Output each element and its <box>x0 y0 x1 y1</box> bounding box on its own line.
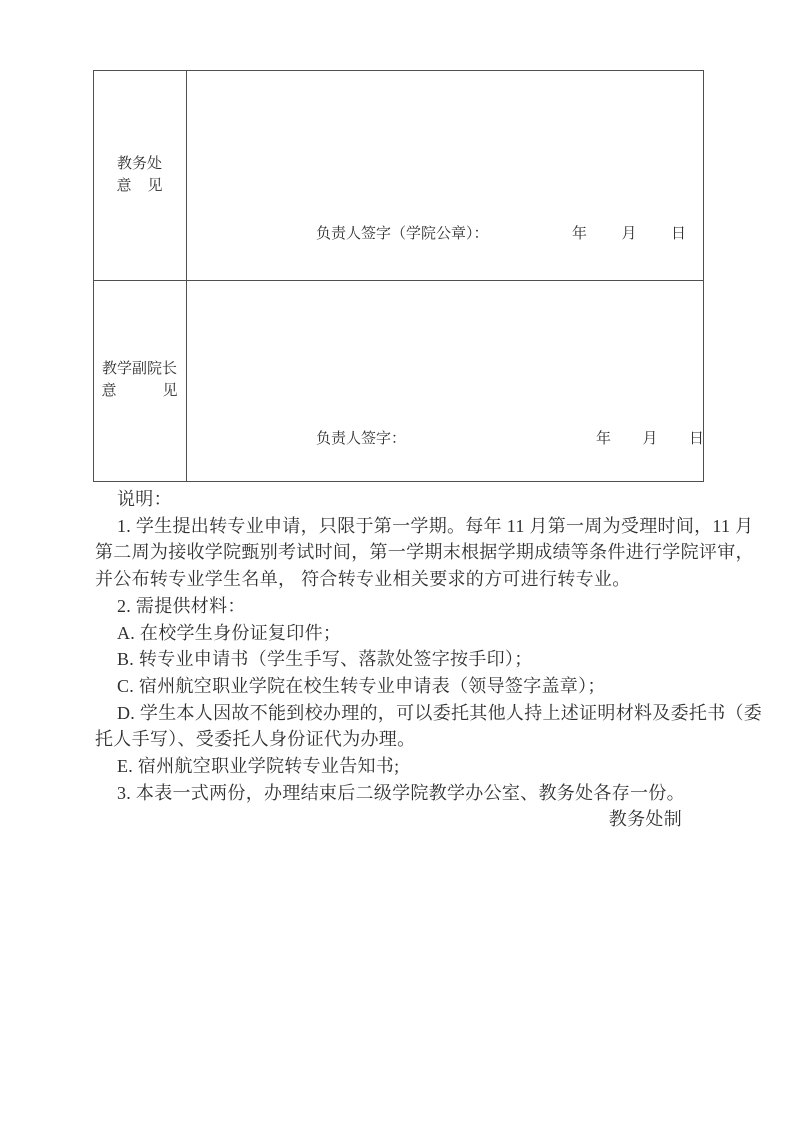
label-line2-left: 意 <box>116 178 132 194</box>
date-fields-row1 <box>572 222 686 243</box>
label-block <box>117 153 163 197</box>
table-row-divider <box>94 280 703 281</box>
month-label: 月 <box>642 431 658 447</box>
label-line2-right: 见 <box>147 178 163 194</box>
label-line1: 教学副院长 <box>101 361 177 377</box>
label-block <box>102 358 178 402</box>
note-line-2c: C. 宿州航空职业学院在校生转专业申请表（领导签字盖章）； <box>117 675 606 696</box>
table-column-divider <box>186 71 187 481</box>
label-line2-left: 意 <box>101 383 117 399</box>
signature-label-row1: 负责人签字（学院公章）： <box>316 226 489 242</box>
cell-vice-dean-opinion-label <box>94 280 185 480</box>
note-line-2d-wrap: 托人手写）、受委托人身份证代为办理。 <box>95 729 416 750</box>
day-label: 日 <box>670 226 686 242</box>
month-label: 月 <box>621 226 637 242</box>
note-line-2: 2. 需提供材料： <box>117 595 246 616</box>
label-line1: 教务处 <box>116 156 162 172</box>
label-line2-right: 见 <box>162 383 178 399</box>
year-label: 年 <box>572 226 588 242</box>
date-fields-row2 <box>596 427 704 448</box>
note-line-3: 3. 本表一式两份，办理结束后二级学院教学办公室、教务处各存一份。 <box>117 782 685 803</box>
cell-jiaowuchu-opinion-label <box>94 71 185 279</box>
year-label: 年 <box>596 431 612 447</box>
signature-label-row2: 负责人签字： <box>316 431 407 447</box>
note-line-1a: 1. 学生提出转专业申请，只限于第一学期。每年 11 月第一周为受理时间，11 月 <box>117 515 754 536</box>
notes-section <box>95 486 763 833</box>
issuer-line: 教务处制 <box>608 809 682 830</box>
label-line2 <box>102 380 178 402</box>
note-line-1b: 第二周为接收学院甄别考试时间，第一学期末根据学期成绩等条件进行学院评审， <box>95 542 754 563</box>
note-line-1c: 并公布转专业学生名单， 符合转专业相关要求的方可进行转专业。 <box>95 569 631 590</box>
note-line-2b: B. 转专业申请书（学生手写、落款处签字按手印）； <box>117 649 533 670</box>
note-line-2d: D. 学生本人因故不能到校办理的，可以委托其他人持上述证明材料及委托书（委 <box>117 702 763 723</box>
approval-table <box>93 70 704 482</box>
day-label: 日 <box>688 431 704 447</box>
label-line2 <box>117 175 163 197</box>
note-line-2a: A. 在校学生身份证复印件； <box>117 622 342 643</box>
note-line-2e: E. 宿州航空职业学院转专业告知书; <box>117 756 400 777</box>
note-line-heading: 说明： <box>117 489 172 509</box>
